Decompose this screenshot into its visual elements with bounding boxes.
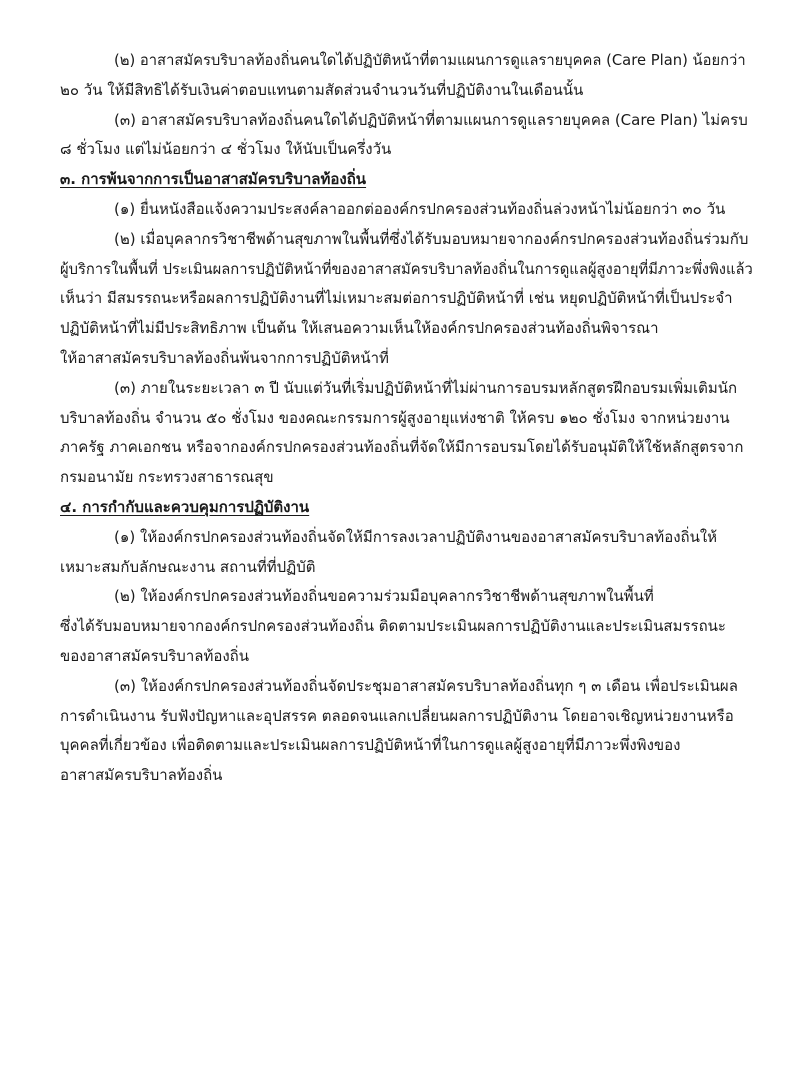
paragraph-4-1 <box>60 523 754 583</box>
text-line: ผู้บริการในพื้นที่ ประเมินผลการปฏิบัติหน้าที่ของอาสาสมัครบริบาลท้องถิ่นในการดูแลผู้สูงอายุที่มีภาวะพึ่งพิงแล้ว <box>60 260 753 278</box>
paragraph-4-2 <box>60 582 754 671</box>
text-line: เหมาะสมกับลักษณะงาน สถานที่ที่ปฏิบัติ <box>60 557 316 576</box>
text-line: ปฏิบัติหน้าที่ไม่มีประสิทธิภาพ เป็นต้น ให้เสนอความเห็นให้องค์กรปกครองส่วนท้องถิ่นพิจารณา <box>60 319 659 338</box>
text-line: การดำเนินงาน รับฟังปัญหาและอุปสรรค ตลอดจนแลกเปลี่ยนผลการปฏิบัติงาน โดยอาจเชิญหน่วยงานหรือ <box>60 706 734 725</box>
text-line: ๘ ชั่วโมง แต่ไม่น้อยกว่า ๔ ชั่วโมง ให้นับเป็นครึ่งวัน <box>60 140 392 159</box>
paragraph-3-2 <box>60 225 754 374</box>
text-line: ของอาสาสมัครบริบาลท้องถิ่น <box>60 646 250 665</box>
text-line: (๑) ให้องค์กรปกครองส่วนท้องถิ่นจัดให้มีการลงเวลาปฏิบัติงานของอาสาสมัครบริบาลท้องถิ่นให้ <box>114 527 718 546</box>
paragraph-3-1 <box>60 195 754 225</box>
text-line: (๑) ยื่นหนังสือแจ้งความประสงค์ลาออกต่อองค์กรปกครองส่วนท้องถิ่นล่วงหน้าไม่น้อยกว่า ๓๐ วัน <box>114 199 726 218</box>
text-line: กรมอนามัย กระทรวงสาธารณสุข <box>60 468 274 487</box>
text-line: ภาครัฐ ภาคเอกชน หรือจากองค์กรปกครองส่วนท้องถิ่นที่จัดให้มีการอบรมโดยได้รับอนุมัติให้ใช้หลักสูตรจาก <box>60 438 744 457</box>
text-line: บริบาลท้องถิ่น จำนวน ๕๐ ชั่งโมง ของคณะกรรมการผู้สูงอายุแห่งชาติ ให้ครบ ๑๒๐ ชั่งโมง จากหน่วยงาน <box>60 408 730 427</box>
text-line: (๒) อาสาสมัครบริบาลท้องถิ่นคนใดได้ปฏิบัติหน้าที่ตามแผนการดูแลรายบุคคล (Care Plan) น้อยกว่า <box>114 52 746 69</box>
text-line: ให้อาสาสมัครบริบาลท้องถิ่นพ้นจากการปฏิบัติหน้าที่ <box>60 348 389 367</box>
text-line: ๒๐ วัน ให้มีสิทธิได้รับเงินค่าตอบแทนตามสัดส่วนจำนวนวันที่ปฏิบัติงานในเดือนนั้น <box>60 80 584 99</box>
paragraph-2-2 <box>60 46 754 106</box>
text-line: (๓) ให้องค์กรปกครองส่วนท้องถิ่นจัดประชุมอาสาสมัครบริบาลท้องถิ่นทุก ๆ ๓ เดือน เพื่อประเมินผล <box>114 676 738 695</box>
paragraph-4-3 <box>60 672 754 791</box>
section-4-heading: ๔. การกำกับและควบคุมการปฏิบัติงาน <box>60 497 310 516</box>
text-line: (๒) เมื่อบุคลากรวิชาชีพด้านสุขภาพในพื้นที่ซึ่งได้รับมอบหมายจากองค์กรปกครองส่วนท้องถิ่นร่วมกับ <box>114 229 749 248</box>
text-line: ซึ่งได้รับมอบหมายจากองค์กรปกครองส่วนท้องถิ่น ติดตามประเมินผลการปฏิบัติงานและประเมินสมรรถนะ <box>60 617 726 636</box>
text-line: อาสาสมัครบริบาลท้องถิ่น <box>60 766 223 785</box>
text-line: (๒) ให้องค์กรปกครองส่วนท้องถิ่นขอความร่วมมือบุคลากรวิชาชีพด้านสุขภาพในพื้นที่ <box>114 587 654 606</box>
text-line: (๓) อาสาสมัครบริบาลท้องถิ่นคนใดได้ปฏิบัติหน้าที่ตามแผนการดูแลรายบุคคล (Care Plan) ไม่ครบ <box>114 110 748 129</box>
text-line: เห็นว่า มีสมรรถนะหรือผลการปฏิบัติงานที่ไม่เหมาะสมต่อการปฏิบัติหน้าที่ เช่น หยุดปฏิบัติหน้าที่เป็นประจำ <box>60 289 733 308</box>
paragraph-3-3 <box>60 374 754 493</box>
paragraph-2-3 <box>60 106 754 166</box>
section-3-heading: ๓. การพ้นจากการเป็นอาสาสมัครบริบาลท้องถิ่น <box>60 170 367 189</box>
text-line: (๓) ภายในระยะเวลา ๓ ปี นับแต่วันที่เริ่มปฏิบัติหน้าที่ไม่ผ่านการอบรมหลักสูตรฝึกอบรมเพิ่มเติมนัก <box>114 378 738 397</box>
text-line: บุคคลที่เกี่ยวข้อง เพื่อติดตามและประเมินผลการปฏิบัติหน้าที่ในการดูแลผู้สูงอายุที่มีภาวะพึ่งพิงของ <box>60 736 681 755</box>
